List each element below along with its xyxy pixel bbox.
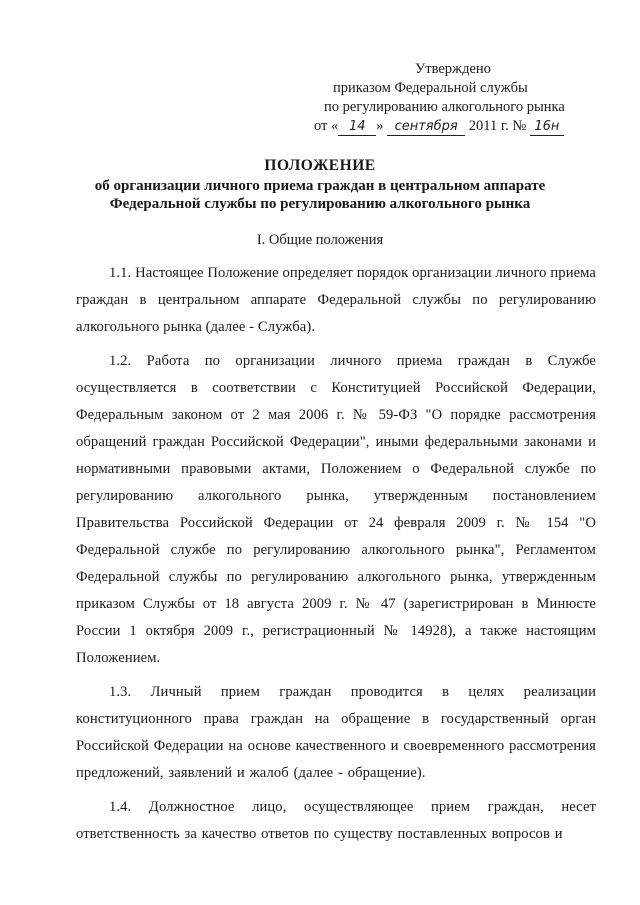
approval-line-1: Утверждено bbox=[415, 61, 491, 77]
date-prefix: от « bbox=[314, 118, 339, 134]
paragraph-1-1: 1.1. Настоящее Положение определяет порядок организации личного приема граждан в центральном аппарате Федеральной службы по регулированию алкогольного рынка (далее - Служба). bbox=[76, 265, 596, 335]
paragraph-1-2: 1.2. Работа по организации личного приема граждан в Службе осуществляется в соответствии с Конституцией Российской Федерации, Федеральным законом от 2 мая 2006 г. № 59-ФЗ "О порядке рассмотрения обращений граждан Российской Федерации", иными федеральными законами и нормативными правовыми актами, Положением о Федеральной службе по регулированию алкогольного рынка, утвержденным постановлением Правительства Российской Федерации от 24 февраля 2009 г. № 154 "О Федеральной службе по регулированию алкогольного рынка", Регламентом Федеральной службы по регулированию алкогольного рынка, утвержденным приказом Службы от 18 августа 2009 г. № 47 (зарегистрирован в Минюсте России 1 октября 2009 г., регистрационный № 14928), а также настоящим Положением. bbox=[76, 353, 596, 666]
paragraph-1-3: 1.3. Личный прием граждан проводится в целях реализации конституционного права граждан на обращение в государственный орган Российской Федерации на основе качественного и своевременного рассмотрения предложений, заявлений и жалоб (далее - обращение). bbox=[76, 684, 596, 781]
handwritten-month: сентября bbox=[387, 119, 465, 136]
handwritten-day: 14 bbox=[338, 119, 376, 136]
handwritten-order-number: 16н bbox=[530, 119, 564, 136]
approval-line-3: по регулированию алкогольного рынка bbox=[324, 99, 565, 115]
title-sub-2: Федеральной службы по регулированию алкогольного рынка bbox=[109, 196, 531, 212]
section-heading: I. Общие положения bbox=[256, 232, 384, 248]
date-mid: » bbox=[376, 118, 384, 134]
year-text: 2011 г. № bbox=[468, 118, 527, 134]
title-main: ПОЛОЖЕНИЕ bbox=[264, 157, 376, 174]
document-body bbox=[76, 260, 596, 855]
approval-date-line bbox=[300, 117, 600, 136]
approval-line-2: приказом Федеральной службы bbox=[333, 80, 528, 96]
title-sub-1: об организации личного приема граждан в центральном аппарате bbox=[94, 178, 546, 194]
paragraph-1-4: 1.4. Должностное лицо, осуществляющее прием граждан, несет ответственность за качество ответов по существу поставленных вопросов и bbox=[76, 799, 596, 842]
approval-block bbox=[300, 60, 600, 136]
document-title bbox=[40, 157, 600, 213]
